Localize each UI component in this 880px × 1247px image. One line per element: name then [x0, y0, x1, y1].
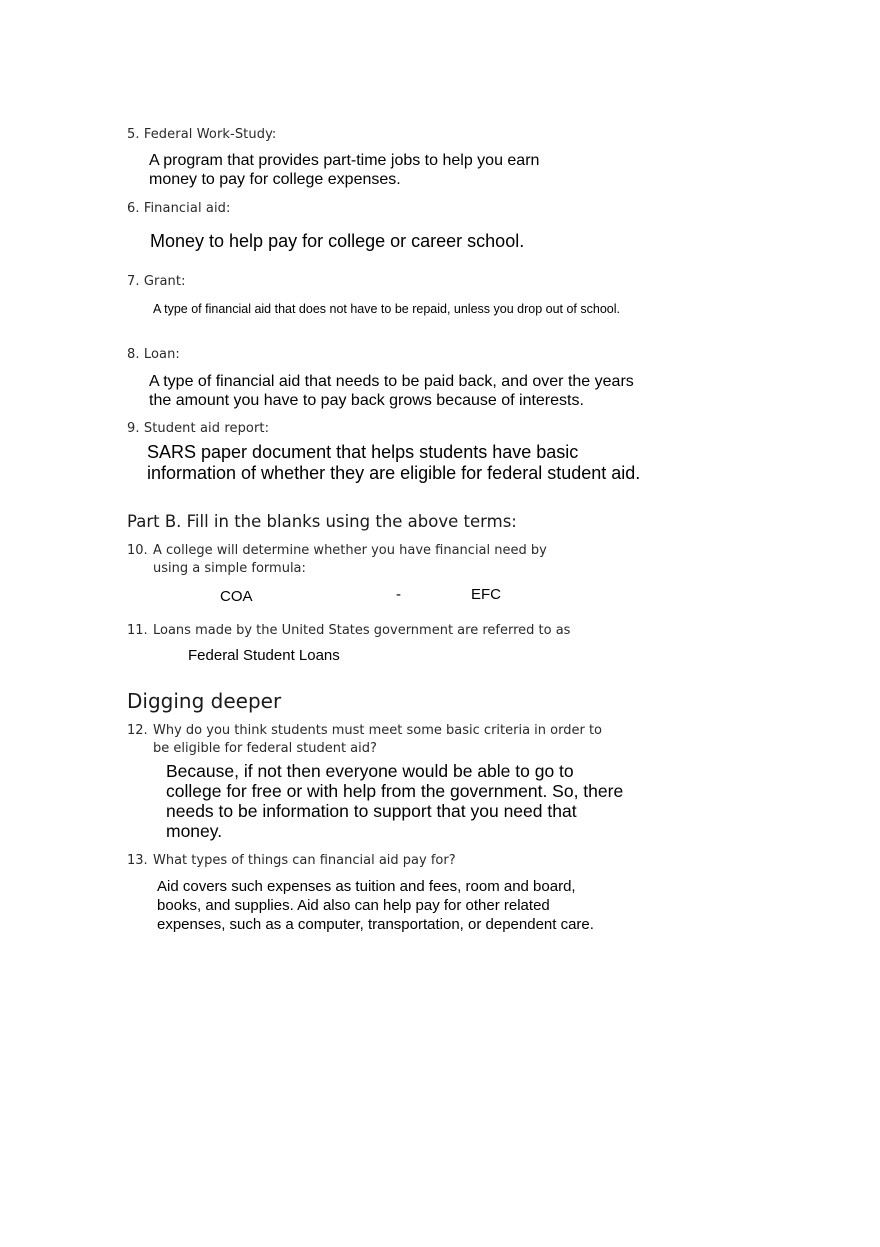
question-number: 6. — [127, 201, 140, 216]
question-9 — [127, 420, 269, 438]
question-number: 9. — [127, 421, 140, 436]
question-12 — [127, 722, 603, 762]
digging-deeper-heading: Digging deeper — [127, 689, 282, 713]
question-number: 13. — [127, 853, 148, 868]
part-b-heading: Part B. Fill in the blanks using the above terms: — [127, 512, 517, 531]
answer-5: A program that provides part-time jobs to help you earn money to pay for college expenses. — [149, 152, 540, 188]
question-6 — [127, 200, 231, 218]
question-7 — [127, 273, 186, 291]
answer-8: A type of financial aid that needs to be paid back, and over the years the amount you have to pay back grows because of interests. — [149, 373, 634, 409]
question-label: Student aid report: — [143, 421, 270, 436]
question-label: Loan: — [143, 347, 180, 362]
question-number: 8. — [127, 347, 140, 362]
question-number: 11. — [127, 623, 148, 638]
question-number: 7. — [127, 274, 140, 289]
question-5 — [127, 126, 276, 144]
question-10 — [127, 542, 597, 582]
formula-operator: - — [396, 586, 401, 603]
answer-9: SARS paper document that helps students have basic information of whether they are eligible for federal student aid. — [147, 442, 641, 483]
answer-7: A type of financial aid that does not have to be repaid, unless you drop out of school. — [153, 302, 620, 316]
question-text: A college will determine whether you have financial need by using a simple formula: — [153, 543, 547, 576]
question-label: Financial aid: — [143, 201, 231, 216]
question-number: 5. — [127, 127, 140, 142]
answer-6: Money to help pay for college or career school. — [150, 231, 525, 251]
blank-efc: EFC — [471, 586, 501, 603]
question-8 — [127, 346, 180, 364]
question-text: Loans made by the United States government are referred to as — [153, 623, 571, 638]
answer-12: Because, if not then everyone would be able to go to college for free or with help from the government. So, there needs to be information to support that you need that money. — [166, 761, 624, 841]
question-label: Grant: — [143, 274, 186, 289]
answer-11: Federal Student Loans — [188, 647, 340, 664]
question-label: Federal Work-Study: — [143, 127, 277, 142]
question-11 — [127, 622, 627, 642]
question-text: Why do you think students must meet some basic criteria in order to be eligible for federal student aid? — [153, 723, 603, 756]
answer-13: Aid covers such expenses as tuition and fees, room and board, books, and supplies. Aid also can help pay for other related expenses, such as a computer, transportation, or dependent care. — [157, 878, 594, 933]
blank-coa: COA — [220, 588, 253, 605]
question-number: 10. — [127, 543, 148, 558]
question-number: 12. — [127, 723, 148, 738]
question-13 — [127, 852, 597, 872]
question-text: What types of things can financial aid pay for? — [153, 853, 456, 868]
